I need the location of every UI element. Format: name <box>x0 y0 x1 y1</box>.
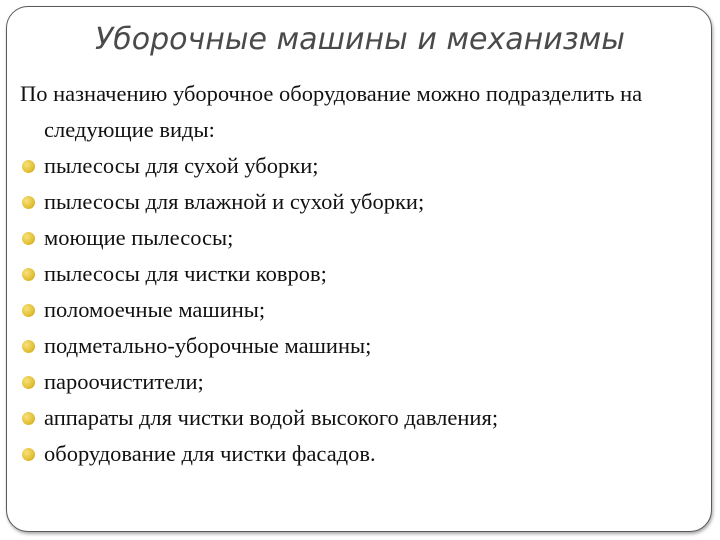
list-item <box>20 436 700 472</box>
circle-bullet-icon <box>22 412 35 425</box>
circle-bullet-icon <box>22 160 35 173</box>
list-item-text: подметально-уборочные машины; <box>44 333 372 358</box>
circle-bullet-icon <box>22 232 35 245</box>
list-item <box>20 148 700 184</box>
list-item-text: пылесосы для чистки ковров; <box>44 261 327 286</box>
list-item <box>20 328 700 364</box>
list-item-text: поломоечные машины; <box>44 297 266 322</box>
list-item-text: аппараты для чистки водой высокого давления; <box>44 405 499 430</box>
list-item-text: пылесосы для сухой уборки; <box>44 153 319 178</box>
list-item-text: пароочистители; <box>44 369 204 394</box>
slide-body <box>20 76 700 472</box>
slide-title: Уборочные машины и механизмы <box>95 22 625 57</box>
list-item-text: оборудование для чистки фасадов. <box>44 441 376 466</box>
list-item <box>20 292 700 328</box>
circle-bullet-icon <box>22 376 35 389</box>
list-item <box>20 184 700 220</box>
circle-bullet-icon <box>22 196 35 209</box>
circle-bullet-icon <box>22 340 35 353</box>
circle-bullet-icon <box>22 304 35 317</box>
circle-bullet-icon <box>22 268 35 281</box>
list-item-text: моющие пылесосы; <box>44 225 234 250</box>
list-item <box>20 364 700 400</box>
bullet-list <box>20 148 700 472</box>
list-item-text: пылесосы для влажной и сухой уборки; <box>44 189 425 214</box>
circle-bullet-icon <box>22 448 35 461</box>
list-item <box>20 220 700 256</box>
intro-paragraph: По назначению уборочное оборудование можно подразделить на следующие виды: <box>20 81 643 142</box>
list-item <box>20 256 700 292</box>
list-item <box>20 400 700 436</box>
